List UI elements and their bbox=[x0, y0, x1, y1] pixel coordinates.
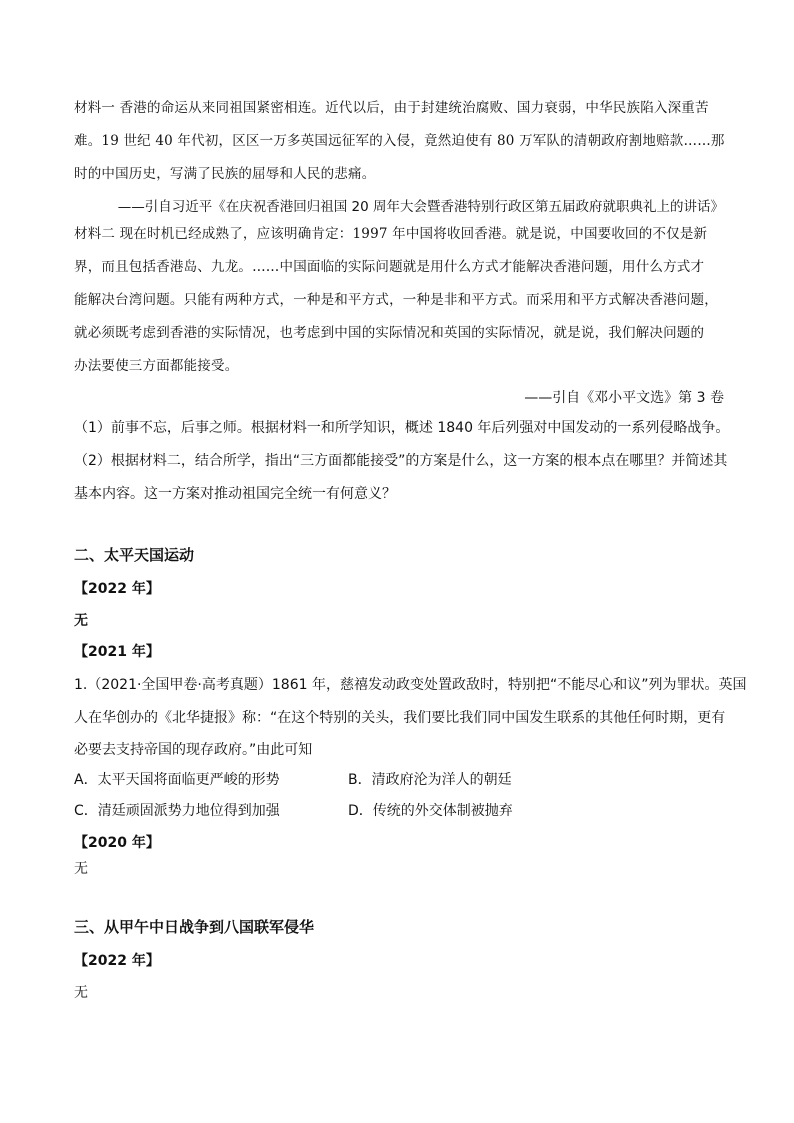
section-2-none-2020: 无 bbox=[74, 861, 88, 877]
option-d[interactable]: D．传统的外交体制被抛弃 bbox=[348, 803, 513, 819]
question-2-line-1: （2）根据材料二，结合所学，指出“三方面都能接受”的方案是什么，这一方案的根本点在哪里？并简述其 bbox=[74, 453, 728, 469]
section-2-none-2022: 无 bbox=[74, 613, 88, 629]
material1-line-1: 材料一 香港的命运从来同祖国紧密相连。近代以后，由于封建统治腐败、国力衰弱，中华民族陷入深重苦 bbox=[74, 100, 709, 116]
question-1: （1）前事不忘，后事之师。根据材料一和所学知识，概述 1840 年后列强对中国发动的一系列侵略战争。 bbox=[74, 420, 730, 436]
question-1-line-2: 人在华创办的《北华捷报》称：“在这个特别的关头，我们要比我们同中国发生联系的其他任何时期，更有 bbox=[74, 710, 726, 726]
section-2-title: 二、太平天国运动 bbox=[74, 546, 195, 564]
material2-line-3: 能解决台湾问题。只能有两种方式，一种是和平方式，一种是非和平方式。而采用和平方式解决香港问题， bbox=[74, 292, 718, 308]
option-b[interactable]: B．清政府沦为洋人的朝廷 bbox=[348, 772, 512, 788]
option-a[interactable]: A．太平天国将面临更严峻的形势 bbox=[74, 772, 280, 788]
material1-line-3: 时的中国历史，写满了民族的屈辱和人民的悲痛。 bbox=[74, 166, 376, 182]
material2-line-2: 界，而且包括香港岛、九龙。……中国面临的实际问题就是用什么方式才能解决香港问题，用什么方式才 bbox=[74, 259, 705, 275]
section-3-title: 三、从甲午中日战争到八国联军侵华 bbox=[74, 918, 315, 936]
question-2-line-2: 基本内容。这一方案对推动祖国完全统一有何意义？ bbox=[74, 486, 396, 502]
question-1-line-3: 必要去支持帝国的现存政府。”由此可知 bbox=[74, 742, 313, 758]
material2-citation: ——引自《邓小平文选》第 3 卷 bbox=[524, 390, 724, 406]
section-3-year-2022: 【2022 年】 bbox=[74, 953, 160, 969]
question-1-line-1: 1.（2021·全国甲卷·高考真题）1861 年，慈禧发动政变处置政敌时，特别把“不能尽心和议”列为罪状。英国 bbox=[74, 677, 747, 693]
section-3-none-2022: 无 bbox=[74, 985, 88, 1001]
section-2-year-2020: 【2020 年】 bbox=[74, 835, 160, 851]
section-2-year-2022: 【2022 年】 bbox=[74, 581, 160, 597]
option-c[interactable]: C．清廷顽固派势力地位得到加强 bbox=[74, 803, 280, 819]
section-2-year-2021: 【2021 年】 bbox=[74, 644, 160, 660]
material1-citation: ——引自习近平《在庆祝香港回归祖国 20 周年大会暨香港特别行政区第五届政府就职典礼上的讲话》 bbox=[117, 199, 724, 215]
material2-line-5: 办法要使三方面都能接受。 bbox=[74, 358, 239, 374]
material1-line-2: 难。19 世纪 40 年代初，区区一万多英国远征军的入侵，竟然迫使有 80 万军队的清朝政府割地赔款……那 bbox=[74, 133, 725, 149]
material2-line-1: 材料二 现在时机已经成熟了，应该明确肯定：1997 年中国将收回香港。就是说，中国要收回的不仅是新 bbox=[74, 226, 708, 242]
material2-line-4: 就必须既考虑到香港的实际情况，也考虑到中国的实际情况和英国的实际情况，就是说，我们解决问题的 bbox=[74, 325, 705, 341]
